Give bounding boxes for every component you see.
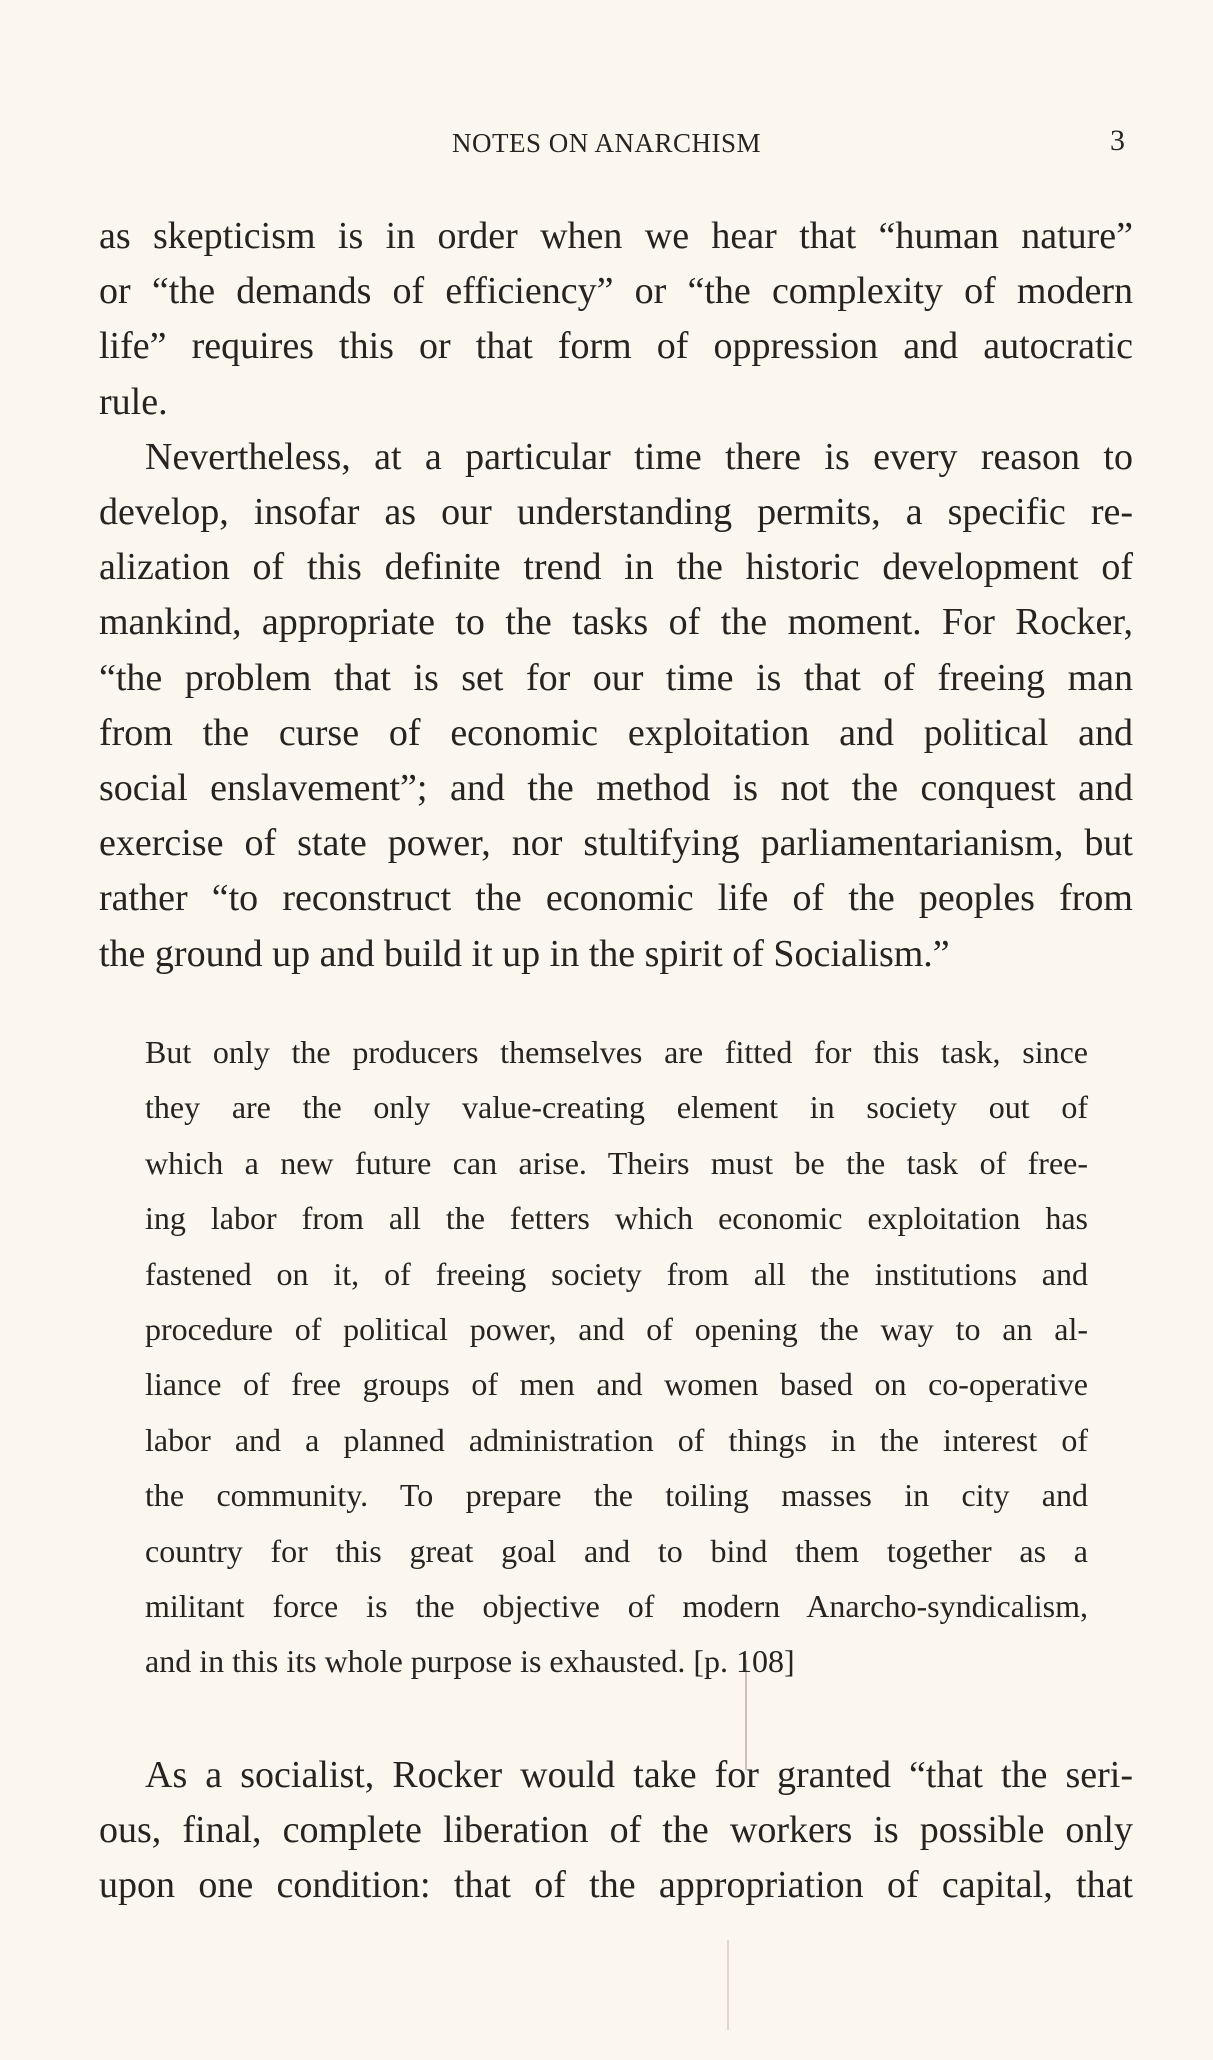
page-number: 3 (1110, 124, 1125, 157)
blockquote-line: labor and a planned administration of things in the interest of (145, 1421, 1088, 1458)
body-text-line: As a socialist, Rocker would take for granted “that the seri- (145, 1754, 1133, 1796)
blockquote-line: procedure of political power, and of opening the way to an al- (145, 1311, 1088, 1347)
body-text-line: mankind, appropriate to the tasks of the moment. For Rocker, (99, 601, 1133, 644)
blockquote-line: which a new future can arise. Theirs must be the task of free- (145, 1144, 1088, 1181)
blockquote-line: fastened on it, of freeing society from all the institutions and (145, 1255, 1088, 1292)
blockquote-line: they are the only value-creating element in society out of (145, 1089, 1088, 1126)
blockquote-line: But only the producers themselves are fitted for this task, since (145, 1034, 1088, 1070)
blockquote-line: country for this great goal and to bind them together as a (145, 1532, 1088, 1569)
body-text-line: or “the demands of efficiency” or “the complexity of modern (99, 270, 1133, 313)
blockquote-line: the community. To prepare the toiling masses in city and (145, 1477, 1088, 1514)
body-text-line: as skepticism is in order when we hear that “human nature” (99, 215, 1133, 257)
body-text-line: rule. (99, 380, 168, 423)
body-text-line: “the problem that is set for our time is that of freeing man (99, 656, 1133, 699)
blockquote-line: ing labor from all the fetters which economic exploitation has (145, 1200, 1088, 1237)
running-title: NOTES ON ANARCHISM (451, 128, 762, 158)
body-text-line: the ground up and build it up in the spirit of Socialism.” (99, 932, 950, 975)
body-text-line: Nevertheless, at a particular time there is every reason to (145, 435, 1133, 478)
body-text-line: social enslavement”; and the method is not the conquest and (99, 767, 1133, 809)
body-text-line: alization of this definite trend in the historic development of (99, 546, 1133, 589)
body-text-line: from the curse of economic exploitation and political and (99, 711, 1133, 754)
body-text-line: upon one condition: that of the appropriation of capital, that (99, 1864, 1133, 1907)
blockquote-line: militant force is the objective of modern Anarcho-syndicalism, (145, 1588, 1088, 1624)
blockquote-line: liance of free groups of men and women based on co-operative (145, 1366, 1088, 1403)
blockquote-line: and in this its whole purpose is exhausted. [p. 108] (145, 1643, 795, 1680)
body-text-line: exercise of state power, nor stultifying parliamentarianism, but (99, 822, 1133, 865)
body-text-line: rather “to reconstruct the economic life of the peoples from (99, 877, 1133, 920)
body-text-line: life” requires this or that form of oppression and autocratic (99, 325, 1133, 368)
paper-crease (727, 1940, 729, 2030)
body-text-line: develop, insofar as our understanding permits, a specific re- (99, 491, 1133, 533)
body-text-line: ous, final, complete liberation of the workers is possible only (99, 1809, 1133, 1852)
